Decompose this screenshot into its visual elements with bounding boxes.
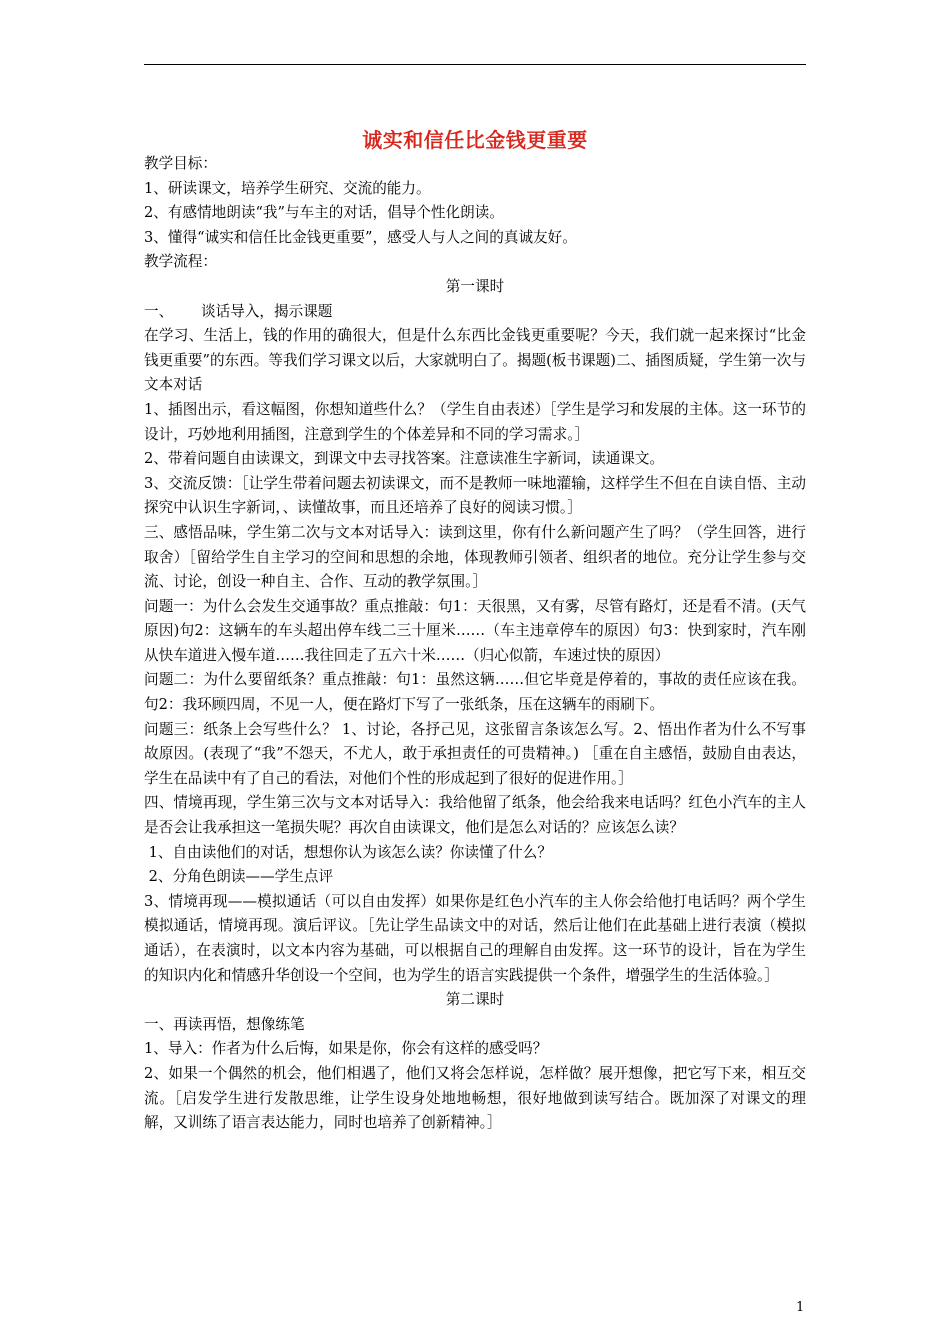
paragraph: 3、交流反馈：［让学生带着问题去初读课文，而不是教师一味地灌输，这样学生不但在自读自悟、主动探究中认识生字新词，、读懂故事，而且还培养了良好的阅读习惯。］ [144, 474, 806, 517]
paragraph: 在学习、生活上，钱的作用的确很大，但是什么东西比金钱更重要呢？今天，我们就一起来探讨“比金钱更重要”的东西。等我们学习课文以后，大家就明白了。揭题(板书课题)二、插图质疑，学生第一次与文本对话 [144, 327, 806, 394]
paragraph: 2、带着问题自由读课文，到课文中去寻找答案。注意读准生字新词，读通课文。 [144, 450, 665, 468]
paragraph-process-heading: 教学流程： [144, 253, 217, 271]
paragraph-question-1: 问题一：为什么会发生交通事故？重点推敲：句1：天很黑，又有雾，尽管有路灯，还是看不清。(天气原因)句2：这辆车的车头超出停车线二三十厘米……（车主违章停车的原因）句3：快到家时，汽车刚从快车道进入慢车道……我往回走了五六十米……（归心似箭，车速过快的原因） [144, 597, 806, 664]
document-body [144, 152, 806, 1136]
paragraph: 1、导入：作者为什么后悔，如果是你，你会有这样的感受吗？ [144, 1040, 548, 1058]
lesson-heading-1: 第一课时 [445, 277, 505, 295]
paragraph-question-3: 问题三：纸条上会写些什么？ 1、讨论，各抒己见，这张留言条该怎么写。2、悟出作者为什么不写事故原因。(表现了“我”不怨天，不尤人，敢于承担责任的可贵精神。) ［重在自主感悟，鼓励自由表达，学生在品读中有了自己的看法，对他们个性的形成起到了很好的促进作用。］ [144, 720, 806, 787]
section-heading-1: 一、 谈话导入，揭示课题 [144, 302, 333, 320]
paragraph-objective-1: 1、研读课文，培养学生研究、交流的能力。 [144, 179, 431, 197]
paragraph: 三、感悟品味，学生第二次与文本对话导入：读到这里，你有什么新问题产生了吗？（学生回答，进行取舍）［留给学生自主学习的空间和思想的余地，体现教师引领者、组织者的地位。充分让学生参与交流、讨论，创设一种自主、合作、互动的教学氛围。］ [144, 523, 806, 591]
paragraph-objective-3: 3、懂得“诚实和信任比金钱更重要”，感受人与人之间的真诚友好。 [144, 228, 577, 246]
lesson-heading-2: 第二课时 [445, 991, 505, 1009]
header-rule [144, 64, 806, 65]
list-item: 2、分角色朗读——学生点评 [144, 868, 334, 886]
paragraph: 四、情境再现，学生第三次与文本对话导入：我给他留了纸条，他会给我来电话吗？红色小汽车的主人是否会让我承担这一笔损失呢？再次自由读课文，他们是怎么对话的？应该怎么读？ [144, 794, 806, 837]
paragraph-question-2: 问题二：为什么要留纸条？重点推敲：句1：虽然这辆……但它毕竟是停着的，事故的责任应该在我。句2：我环顾四周，不见一人，便在路灯下写了一张纸条，压在这辆车的雨刷下。 [144, 671, 806, 714]
paragraph: 2、如果一个偶然的机会，他们相遇了，他们又将会怎样说，怎样做？展开想像，把它写下来，相互交流。［启发学生进行发散思维，让学生设身处地地畅想，很好地做到读写结合。既加深了对课文的理解，又训练了语言表达能力，同时也培养了创新精神。］ [144, 1064, 806, 1132]
document-title: 诚实和信任比金钱更重要 [362, 128, 588, 152]
list-item: 3、情境再现——模拟通话（可以自由发挥）如果你是红色小汽车的主人你会给他打电话吗？两个学生模拟通话，情境再现。演后评议。［先让学生品读文中的对话，然后让他们在此基础上进行表演（模拟通话），在表演时，以文本内容为基础，可以根据自己的理解自由发挥。这一环节的设计，旨在为学生的知识内化和情感升华创设一个空间，也为学生的语言实践提供一个条件，增强学生的生活体验。］ [144, 892, 806, 984]
page-number: 1 [796, 1300, 805, 1315]
paragraph-objective-2: 2、有感情地朗读“我”与车主的对话，倡导个性化朗读。 [144, 204, 504, 222]
section-heading-2: 一、再读再悟，想像练笔 [144, 1015, 305, 1033]
paragraph-objectives-heading: 教学目标： [144, 155, 217, 172]
list-item: 1、自由读他们的对话，想想你认为该怎么读？你读懂了什么？ [144, 843, 552, 861]
paragraph: 1、插图出示，看这幅图，你想知道些什么？（学生自由表述）［学生是学习和发展的主体。这一环节的设计，巧妙地利用插图，注意到学生的个体差异和不同的学习需求。］ [144, 400, 806, 443]
